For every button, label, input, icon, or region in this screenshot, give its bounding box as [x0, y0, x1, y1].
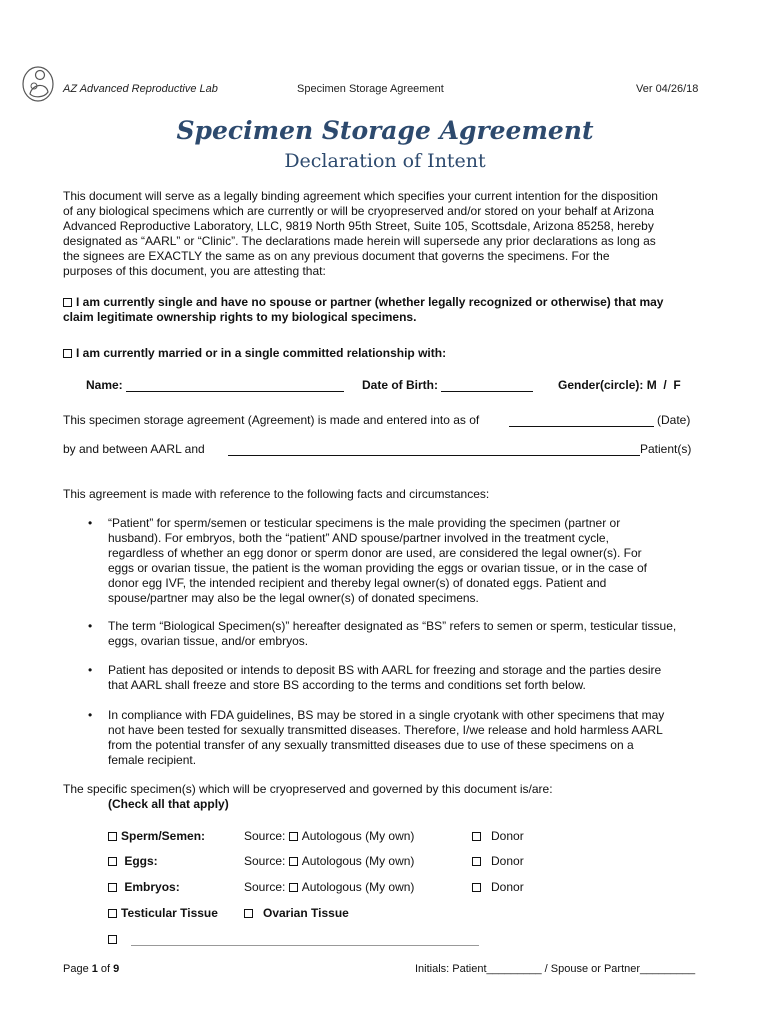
bullet-line: “Patient” for sperm/semen or testicular specimens is the male providing the specimen (partner or	[108, 516, 621, 530]
sperm-checkbox[interactable]	[108, 832, 117, 841]
intro-line: Advanced Reproductive Laboratory, LLC, 9819 North 95th Street, Suite 105, Scottsdale, Arizona 85258, hereby	[63, 219, 654, 233]
specimen-testicular[interactable]	[108, 906, 218, 920]
embryos-source	[244, 880, 414, 894]
donor-label: Donor	[491, 829, 524, 843]
specimen-label: Sperm/Semen:	[121, 829, 206, 843]
bullet-dot: •	[88, 708, 93, 722]
header-lab-name: AZ Advanced Reproductive Lab	[63, 83, 218, 95]
source-label: Source:	[244, 880, 286, 894]
bullet-line: regardless of whether an egg donor or sperm donor are used, are considered the legal owner(s). For	[108, 546, 642, 560]
donor-label: Donor	[491, 854, 524, 868]
donor-label: Donor	[491, 880, 524, 894]
ovarian-label: Ovarian Tissue	[263, 906, 349, 920]
ovarian-checkbox[interactable]	[244, 909, 253, 918]
embryos-donor-checkbox[interactable]	[472, 883, 481, 892]
dob-input[interactable]	[441, 391, 533, 392]
intro-paragraph	[63, 189, 703, 279]
bullet-item	[108, 516, 706, 606]
bullet-line: eggs, ovarian tissue, and/or embryos.	[108, 634, 309, 648]
page-number	[63, 963, 119, 975]
eggs-checkbox[interactable]	[108, 857, 117, 866]
check-all-note: (Check all that apply)	[108, 797, 229, 811]
page-current: 1	[91, 963, 98, 975]
page-title: Specimen Storage Agreement	[176, 116, 594, 145]
sperm-autologous-checkbox[interactable]	[289, 832, 298, 841]
between-line: by and between AARL and	[63, 442, 205, 456]
initials-line[interactable]: Initials: Patient_________ / Spouse or Partner_________	[415, 963, 696, 975]
autologous-label: Autologous (My own)	[301, 854, 415, 868]
specimen-label: Eggs:	[124, 854, 158, 868]
specimen-other	[108, 932, 479, 946]
page-prefix: Page	[63, 963, 92, 975]
married-checkbox[interactable]	[63, 349, 72, 358]
intro-line: purposes of this document, you are attesting that:	[63, 264, 326, 278]
bullet-dot: •	[88, 516, 93, 530]
bullet-line: In compliance with FDA guidelines, BS may be stored in a single cryotank with other specimens that may	[108, 708, 665, 722]
testicular-label: Testicular Tissue	[121, 906, 218, 920]
eggs-source	[244, 854, 414, 868]
specimen-ovarian[interactable]	[244, 906, 349, 920]
agreement-line: This specimen storage agreement (Agreement) is made and entered into as of	[63, 413, 480, 427]
agreement-date-input[interactable]	[509, 413, 654, 427]
option-single	[63, 295, 703, 325]
bullet-line: eggs or ovarian tissue, the patient is the woman providing the eggs or ovarian tissue, or in the case of	[108, 561, 647, 575]
gender-label: Gender(circle):	[558, 378, 644, 392]
option-married	[63, 346, 703, 361]
name-label: Name:	[86, 378, 123, 392]
single-checkbox[interactable]	[63, 298, 72, 307]
patients-label: Patient(s)	[640, 442, 692, 456]
bullet-line: donor egg IVF, the intended recipient and thereby legal owner(s) of donated eggs. Patient and	[108, 576, 607, 590]
bullet-item	[108, 663, 706, 693]
bullet-line: from the potential transfer of any sexually transmitted diseases due to use of these specimens on a	[108, 738, 634, 752]
source-label: Source:	[244, 829, 286, 843]
header-version: Ver 04/26/18	[636, 83, 699, 95]
bullet-item	[108, 708, 706, 768]
sperm-donor-checkbox[interactable]	[472, 832, 481, 841]
intro-line: This document will serve as a legally binding agreement which specifies your current intention for the disposition	[63, 189, 658, 203]
bullet-line: not have been tested for sexually transmitted diseases. Therefore, I/we release and hold harmless AARL	[108, 723, 663, 737]
intro-line: of any biological specimens which are currently or will be cryopreserved and/or stored on your behalf at Arizona	[63, 204, 654, 218]
specimen-eggs[interactable]	[108, 854, 158, 868]
bullet-line: spouse/partner may also be the legal owner(s) of donated specimens.	[108, 591, 479, 605]
source-label: Source:	[244, 854, 286, 868]
specimens-intro: The specific specimen(s) which will be cryopreserved and governed by this document is/are:	[63, 782, 553, 796]
patient-names-input[interactable]	[228, 442, 640, 456]
embryos-donor	[472, 880, 524, 894]
bullet-item	[108, 619, 706, 649]
bullet-dot: •	[88, 663, 93, 677]
page-subtitle: Declaration of Intent	[284, 150, 486, 172]
eggs-autologous-checkbox[interactable]	[289, 857, 298, 866]
header-doc-name: Specimen Storage Agreement	[297, 83, 444, 95]
autologous-label: Autologous (My own)	[301, 880, 415, 894]
intro-line: designated as “AARL” or “Clinic”. The declarations made herein will supersede any prior declarations as long as	[63, 234, 656, 248]
sperm-donor	[472, 829, 524, 843]
name-field	[86, 378, 344, 392]
dob-label: Date of Birth:	[362, 378, 438, 392]
testicular-checkbox[interactable]	[108, 909, 117, 918]
option-single-line: I am currently single and have no spouse or partner (whether legally recognized or otherwise) that may	[76, 295, 664, 309]
lab-logo-icon	[20, 64, 56, 104]
sperm-source	[244, 829, 414, 843]
bullet-line: husband). For embryos, both the “patient” AND spouse/partner involved in the treatment cycle,	[108, 531, 609, 545]
specimen-label: Embryos:	[124, 880, 180, 894]
page-total: 9	[113, 963, 120, 975]
gender-options[interactable]: M / F	[646, 378, 681, 392]
facts-intro: This agreement is made with reference to the following facts and circumstances:	[63, 487, 490, 501]
autologous-label: Autologous (My own)	[301, 829, 415, 843]
intro-line: the signees are EXACTLY the same as on any previous document that governs the specimens. For the	[63, 249, 610, 263]
gender-field	[558, 378, 681, 392]
eggs-donor	[472, 854, 524, 868]
other-checkbox[interactable]	[108, 935, 117, 944]
bullet-line: The term “Biological Specimen(s)” hereafter designated as “BS” refers to semen or sperm, testicular tissue,	[108, 619, 677, 633]
dob-field	[362, 378, 533, 392]
bullet-line: that AARL shall freeze and store BS according to the terms and conditions set forth below.	[108, 678, 586, 692]
specimen-embryos[interactable]	[108, 880, 180, 894]
embryos-autologous-checkbox[interactable]	[289, 883, 298, 892]
bullet-dot: •	[88, 619, 93, 633]
date-label: (Date)	[657, 413, 691, 427]
page-of: of	[97, 963, 114, 975]
option-single-line: claim legitimate ownership rights to my biological specimens.	[63, 310, 417, 324]
other-specimen-input[interactable]	[131, 945, 479, 946]
name-input[interactable]	[126, 391, 344, 392]
bullet-line: female recipient.	[108, 753, 197, 767]
eggs-donor-checkbox[interactable]	[472, 857, 481, 866]
bullet-line: Patient has deposited or intends to deposit BS with AARL for freezing and storage and the parties desire	[108, 663, 662, 677]
specimen-sperm[interactable]	[108, 829, 205, 843]
embryos-checkbox[interactable]	[108, 883, 117, 892]
option-married-label: I am currently married or in a single committed relationship with:	[76, 346, 447, 360]
